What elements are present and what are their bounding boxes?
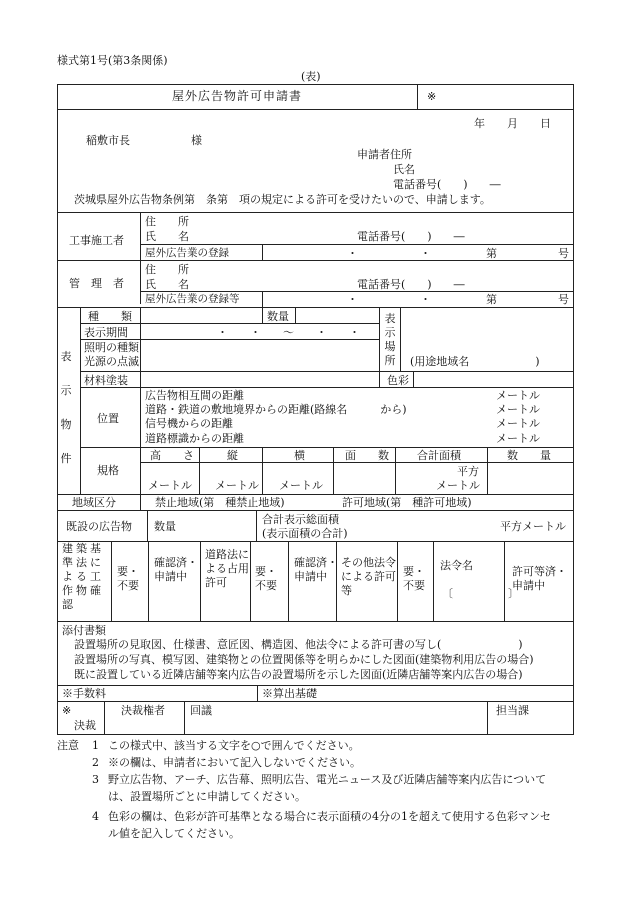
law-name-label: 法令名 [440, 559, 473, 572]
contractor-registration: 屋外広告業の登録 [145, 247, 229, 259]
zone-label: 地域区分 [72, 496, 116, 509]
reg-go-label: 号 [558, 247, 569, 260]
total-area-label: 合計面積 [417, 449, 461, 462]
height-label: 高 さ [150, 449, 194, 462]
form-title: 屋外広告物許可申請書 [172, 89, 303, 103]
law-name-field[interactable]: 〔 〕 [442, 587, 519, 600]
road-law: 道路法による占用許可 [205, 548, 249, 589]
depth-unit: メートル [279, 479, 323, 492]
reg-dot: ・ [420, 293, 431, 306]
period-value[interactable]: ・ ・ ～ ・ ・ [217, 326, 360, 339]
attachment-1: 設置場所の見取図、仕様書、意匠図、構造図、他法令による許可書の写し( ) [74, 638, 523, 651]
note-1: この様式中、該当する文字を○で囲んでください。 [108, 739, 360, 752]
manager-address[interactable]: 住 所 [145, 263, 189, 276]
road-status[interactable]: 確認済・申請中 [294, 556, 338, 583]
note-3: 野立広告物、アーチ、広告幕、照明広告、電光ニュース及び近隣店舗等案内広告について [108, 773, 547, 786]
lighting-type: 照明の種類 [84, 341, 139, 354]
reg-go-label: 号 [558, 293, 569, 306]
form-number: 様式第1号(第3条関係) [57, 54, 168, 67]
manager-phone[interactable]: 電話番号( ) ― [357, 278, 465, 291]
prohibited-zone[interactable]: 禁止地域(第 種禁止地域) [155, 496, 285, 509]
spec-label: 規格 [97, 464, 119, 477]
reg-dot: ・ [347, 293, 358, 306]
note-3-cont: は、設置場所ごとに申請してください。 [108, 790, 306, 803]
reg-number-label: 第 [486, 247, 497, 260]
applicant-phone[interactable]: 電話番号( ) ― [393, 178, 501, 191]
distance-1-unit: メートル [496, 389, 540, 402]
notes-head: 注意 [57, 739, 79, 752]
building-status[interactable]: 確認済・申請中 [154, 556, 198, 583]
contractor-address[interactable]: 住 所 [145, 215, 189, 228]
contractor-phone[interactable]: 電話番号( ) ― [357, 230, 465, 243]
office-mark: ※ [427, 90, 437, 103]
decision-mark: ※ [62, 704, 72, 717]
material-label: 材料塗装 [84, 374, 128, 387]
distance-4-unit: メートル [496, 432, 540, 445]
location-label: 表示場所 [384, 312, 396, 367]
period-label: 表示期間 [84, 326, 128, 339]
decision-label: 決裁 [74, 719, 96, 732]
attachments-label: 添付書類 [62, 624, 106, 637]
statement: 茨城県屋外広告物条例第 条第 項の規定による許可を受けたいので、申請します。 [74, 193, 491, 206]
area-unit-1: 平方 [457, 465, 479, 478]
note-1-number: 1 [92, 739, 99, 752]
note-2-number: 2 [92, 756, 99, 769]
manager-registration: 屋外広告業の登録等 [145, 293, 240, 305]
attachment-3: 既に設置している近隣店舗等案内広告の設置場所を示した図面(近隣店舗等案内広告の場合) [74, 668, 523, 681]
zoning[interactable]: (用途地域名 ) [410, 355, 540, 368]
reg-dot: ・ [347, 247, 358, 260]
date-field[interactable]: 年 月 日 [474, 117, 551, 130]
addressee-sama: 様 [191, 134, 202, 147]
note-3-number: 3 [92, 773, 99, 786]
applicant-address[interactable]: 申請者住所 [357, 148, 412, 161]
existing-quantity: 数量 [154, 520, 176, 533]
road-need[interactable]: 要・不要 [255, 565, 277, 592]
permitted-zone[interactable]: 許可地域(第 種許可地域) [342, 496, 472, 509]
distance-2-unit: メートル [496, 403, 540, 416]
note-4-cont: ル値を記入してください。 [108, 827, 240, 840]
contractor-name[interactable]: 氏 名 [145, 230, 189, 243]
quantity-label: 数量 [267, 310, 289, 323]
other-law: その他法令による許可等 [341, 556, 396, 597]
person-in-charge: 担当課 [496, 704, 529, 717]
attachment-2: 設置場所の写真、模写図、建築物との位置関係等を明らかにした図面(建築物利用広告の場合) [74, 653, 534, 666]
distance-2: 道路・鉄道の敷地境界からの距離(路線名 から) [145, 403, 407, 416]
building-need[interactable]: 要・不要 [117, 565, 139, 592]
circulation: 回議 [190, 704, 212, 717]
note-4: 色彩の欄は、色彩が許可基準となる場合に表示面積の4分の1を超えて使用する色彩マンセ [108, 810, 551, 823]
depth-label: 横 [294, 449, 305, 462]
type-label: 種 類 [88, 310, 132, 323]
distance-3-unit: メートル [496, 417, 540, 430]
faces-label: 面 数 [345, 449, 389, 462]
total-display-area: 合計表示総面積 [262, 513, 339, 526]
area-unit-2: メートル [436, 479, 480, 492]
building-law: 建築基準法による工作物確認 [62, 542, 104, 611]
addressee: 稲敷市長 [86, 134, 130, 147]
distance-3: 信号機からの距離 [145, 417, 233, 430]
distance-4: 道路標識からの距離 [145, 432, 244, 445]
existing-area-unit: 平方メートル [500, 520, 566, 533]
manager-label: 管 理 者 [69, 277, 124, 290]
decision-authority: 決裁権者 [121, 704, 165, 717]
width-label: 縦 [227, 449, 238, 462]
count-label: 数 量 [507, 449, 551, 462]
height-unit: メートル [148, 479, 192, 492]
reg-number-label: 第 [486, 293, 497, 306]
side-label: (表) [301, 70, 321, 83]
distance-1: 広告物相互間の距離 [145, 389, 244, 402]
position-label: 位置 [97, 412, 119, 425]
reg-dot: ・ [420, 247, 431, 260]
note-4-number: 4 [92, 810, 99, 823]
manager-name[interactable]: 氏 名 [145, 278, 189, 291]
display-side-label: 表示物件 [60, 350, 72, 465]
existing-label: 既設の広告物 [66, 520, 132, 533]
width-unit: メートル [215, 479, 259, 492]
other-status[interactable]: 許可等済・申請中 [512, 565, 567, 592]
other-need[interactable]: 要・不要 [403, 565, 425, 592]
note-2: ※の欄は、申請者において記入しないでください。 [108, 756, 361, 769]
fee-basis: ※算出基礎 [262, 687, 317, 700]
applicant-name[interactable]: 氏名 [393, 163, 415, 176]
contractor-label: 工事施工者 [69, 234, 124, 247]
light-blink: 光源の点滅 [84, 355, 139, 368]
fee-label: ※手数料 [62, 687, 106, 700]
total-display-area-sub: (表示面積の合計) [262, 527, 348, 540]
color-label: 色彩 [387, 374, 409, 387]
